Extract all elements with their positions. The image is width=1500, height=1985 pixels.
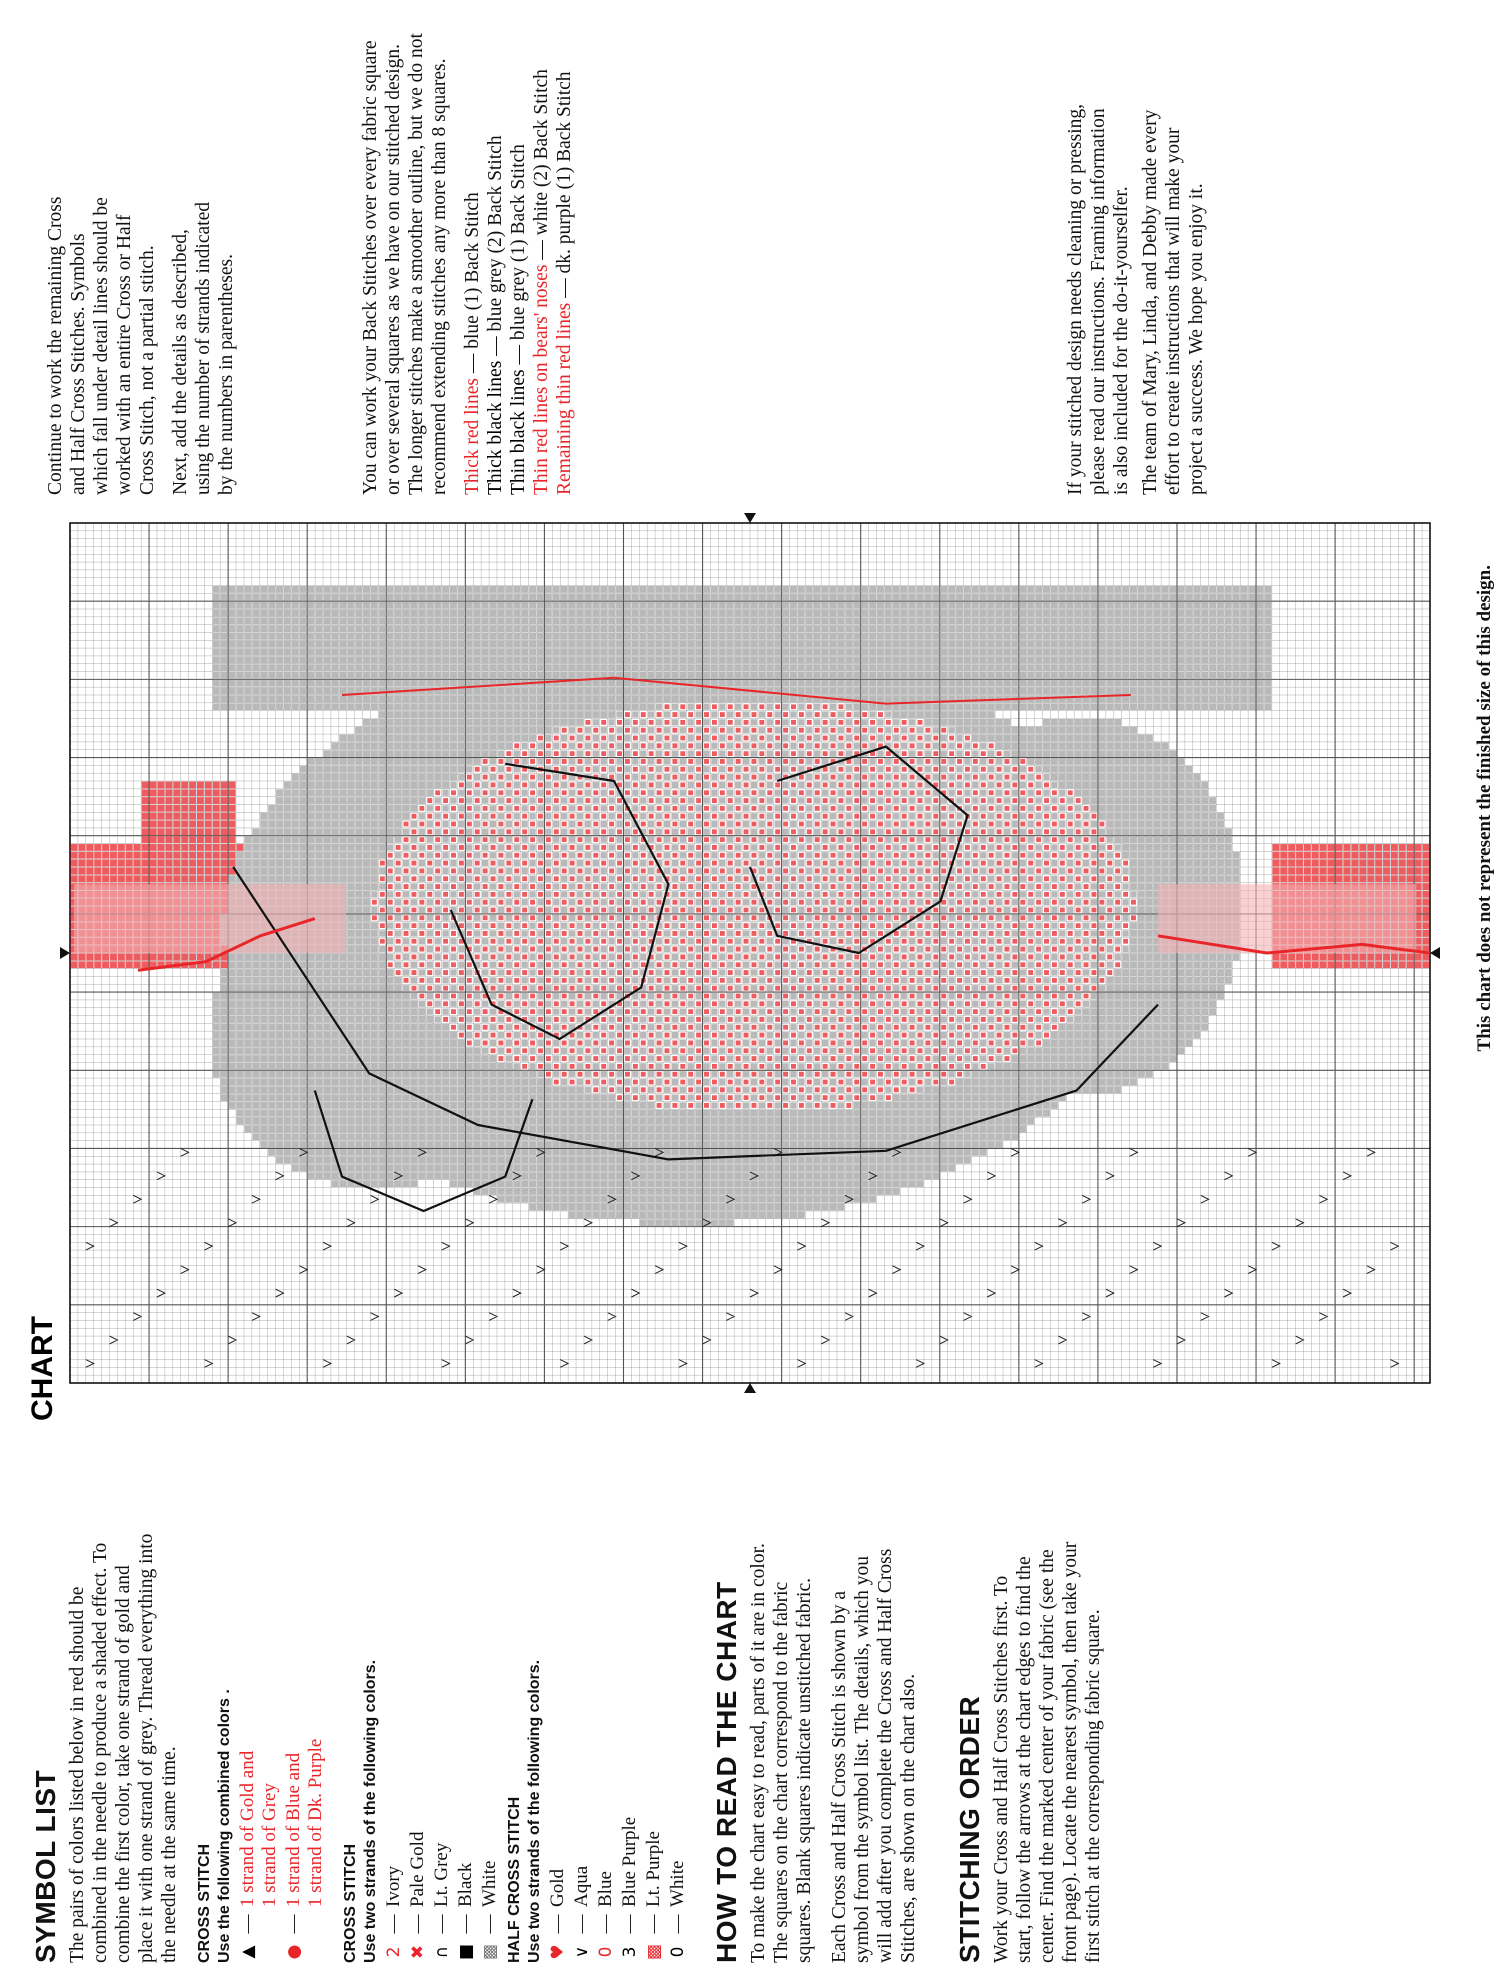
- chart-title: CHART: [26, 1316, 59, 1421]
- symbol-row: [547, 1533, 569, 1963]
- thread-color-label: 1 strand of Gold and: [237, 1750, 258, 1907]
- stitch-symbol: 3: [620, 1946, 640, 1958]
- thread-color-label: Ivory: [383, 1865, 404, 1907]
- center-arrow-right: [744, 513, 756, 523]
- stitch-symbol: ▩: [480, 1943, 500, 1961]
- backstitch-p1: Continue to work the remaining Cross and Half Cross Stitches. Symbols which fall under detail lines should be worked with an entire Cross or Half Cross Stitch, not a partial stitch.: [45, 196, 158, 495]
- stitching-order-p1: Work your Cross and Half Cross Stitches first. To start, follow the arrows at the chart edges to find the center. Find the marked center of your fabric (see the front page). Locate the nearest symbol, then take your first stitch at the corresponding fabric square.: [991, 1541, 1104, 1963]
- backstitch-line-legend: [461, 25, 484, 495]
- stitch-symbol: 0: [596, 1946, 616, 1958]
- symbol-row: [237, 1533, 281, 1963]
- combined-heading: CROSS STITCH: [196, 1843, 213, 1963]
- stitch-symbol: ●: [284, 1944, 304, 1960]
- thread-color-label: 1 strand of Blue and: [283, 1752, 304, 1907]
- dash: —: [619, 1914, 640, 1934]
- dash: —: [407, 1914, 428, 1934]
- thread-color-label: Lt. Purple: [643, 1831, 664, 1907]
- backstitch-line-legend: [484, 25, 507, 495]
- thread-color-label: Aqua: [571, 1865, 592, 1907]
- closing-p4: If your stitched design needs cleaning or pressing, please read our instructions. Framing information is also included for the do-it-yourselfer.: [1065, 104, 1132, 495]
- instructions-column: [0, 1533, 1500, 1963]
- backstitch-column: [0, 25, 1500, 495]
- symbol-row: [407, 1533, 429, 1963]
- thread-color-label-second: 1 strand of Grey: [259, 1783, 280, 1907]
- symbol-row: [479, 1533, 501, 1963]
- thread-color-label: Lt. Grey: [431, 1842, 452, 1907]
- combined-subheading: Use the following combined colors .: [216, 1689, 233, 1963]
- half-cross-subheading: Use two strands of the following colors.: [526, 1659, 543, 1963]
- backstitch-line-legend: [507, 25, 530, 495]
- center-arrow-bottom: [1430, 947, 1440, 959]
- symbol-row: [383, 1533, 405, 1963]
- thread-color-label: Blue Purple: [619, 1816, 640, 1907]
- thread-color-label: White: [479, 1860, 500, 1907]
- dash: —: [383, 1914, 404, 1934]
- half-cross-list: [547, 1533, 689, 1963]
- line-thread: — white (2) Back Stitch: [531, 69, 552, 265]
- dash: —: [595, 1914, 616, 1934]
- dash: —: [479, 1914, 500, 1934]
- symbol-row: [595, 1533, 617, 1963]
- line-thread: — blue grey (2) Back Stitch: [485, 135, 506, 361]
- cross-stitch-heading: CROSS STITCH: [342, 1843, 359, 1963]
- chart-figure: [0, 485, 1500, 1445]
- backstitch-line-legend: [553, 25, 576, 495]
- line-thread: — blue (1) Back Stitch: [462, 192, 483, 379]
- half-cross-heading: HALF CROSS STITCH: [506, 1796, 523, 1963]
- stitch-symbol: 0: [668, 1946, 688, 1958]
- symbol-list-heading: SYMBOL LIST: [30, 1769, 61, 1963]
- thread-color-label: Black: [455, 1862, 476, 1907]
- line-type: Thin black lines: [508, 369, 529, 495]
- thread-color-label: Blue: [595, 1871, 616, 1907]
- chart-size-notice: This chart does not represent the finished size of this design.: [1474, 565, 1495, 1052]
- symbol-row: [571, 1533, 593, 1963]
- backstitch-line-legend: [530, 25, 553, 495]
- stitch-symbol: ∨: [572, 1945, 592, 1959]
- how-to-read-p2: Each Cross and Half Cross Stitch is shown by a symbol from the symbol list. The details, which you will add after you complete the Cross and Half Cross Stitches, are shown on the chart also.: [829, 1548, 919, 1963]
- center-arrow-top: [60, 947, 70, 959]
- dash: —: [571, 1914, 592, 1934]
- stitch-symbol: ♥: [548, 1944, 568, 1960]
- dash: —: [643, 1914, 664, 1934]
- closing-notes: [1060, 95, 1208, 495]
- stitch-symbol: ■: [456, 1943, 476, 1961]
- closing-p5: The team of Mary, Linda, and Debby made every effort to create instructions that will make your project a success. We hope you enjoy it.: [1140, 109, 1207, 495]
- how-to-read-p1: To make the chart easy to read, parts of it are in color. The squares on the chart correspond to the fabric squares. Blank squares indicate unstitched fabric.: [748, 1543, 815, 1963]
- dash: —: [237, 1914, 258, 1934]
- thread-color-label: Pale Gold: [407, 1831, 428, 1907]
- backstitch-p2: Next, add the details as described, using the number of strands indicated by the numbers in parentheses.: [170, 202, 237, 495]
- line-thread: — blue grey (1) Back Stitch: [508, 144, 529, 370]
- stitching-order-heading: STITCHING ORDER: [954, 1695, 985, 1963]
- how-to-read-heading: HOW TO READ THE CHART: [711, 1581, 742, 1963]
- stitch-symbol: ✖: [408, 1944, 428, 1960]
- dash: —: [455, 1914, 476, 1934]
- symbol-list-intro: The pairs of colors listed below in red should be combined in the needle to produce a shaded effect. To combine the first color, take one strand of gold and place it with one strand of grey. Thread everything into the needle at the same time.: [67, 1533, 180, 1963]
- backstitch-p3: You can work your Back Stitches over every fabric square or over several squares as we have on our stitched design. The longer stitches make a smoother outline, but we do not recommend extending stitches any more than 8 squares.: [360, 33, 450, 495]
- symbol-row: [667, 1533, 689, 1963]
- line-type: Thin red lines on bears' noses: [531, 264, 552, 495]
- symbol-row: [283, 1533, 327, 1963]
- symbol-row: [619, 1533, 641, 1963]
- thread-color-label: Gold: [547, 1869, 568, 1907]
- line-type: Thick black lines: [485, 360, 506, 495]
- symbol-row: [643, 1533, 665, 1963]
- dash: —: [283, 1914, 304, 1934]
- line-type: Thick red lines: [462, 378, 483, 495]
- dash: —: [431, 1914, 452, 1934]
- stitch-symbol: ▲: [238, 1945, 258, 1959]
- dash: —: [547, 1914, 568, 1934]
- thread-color-label: White: [667, 1860, 688, 1907]
- combined-color-list: [237, 1533, 327, 1963]
- cross-stitch-list: [383, 1533, 501, 1963]
- symbol-row: [431, 1533, 453, 1963]
- line-thread: — dk. purple (1) Back Stitch: [554, 71, 575, 303]
- backstitch-detail: [355, 25, 576, 495]
- cross-stitch-subheading: Use two strands of the following colors.: [362, 1659, 379, 1963]
- stitch-symbol: 2: [384, 1946, 404, 1958]
- thread-color-label-second: 1 strand of Dk. Purple: [305, 1738, 326, 1907]
- line-type: Remaining thin red lines: [554, 302, 575, 495]
- stitch-symbol: ∩: [432, 1945, 452, 1959]
- dash: —: [667, 1914, 688, 1934]
- sky-band-top: [74, 884, 346, 953]
- center-arrow-left: [744, 1383, 756, 1393]
- stitch-symbol: ▩: [644, 1943, 664, 1961]
- symbol-row: [455, 1533, 477, 1963]
